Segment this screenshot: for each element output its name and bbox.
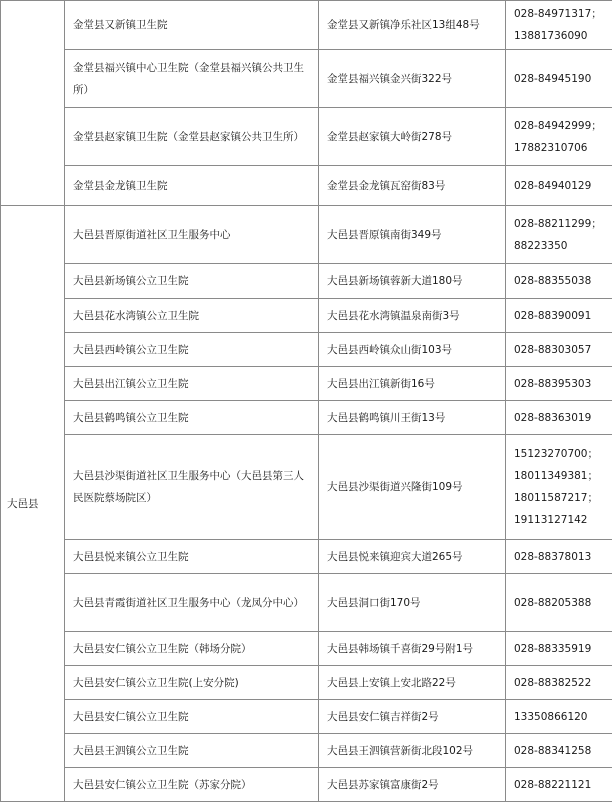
institution-phone: 028-88341258 bbox=[506, 734, 612, 768]
table-row bbox=[1, 700, 612, 734]
institution-address: 金堂县福兴镇金兴街322号 bbox=[319, 50, 506, 108]
institution-address: 大邑县悦来镇迎宾大道265号 bbox=[319, 540, 506, 574]
institution-address: 大邑县花水湾镇温泉南街3号 bbox=[319, 299, 506, 333]
institution-phone: 028-84945190 bbox=[506, 50, 612, 108]
institution-name: 大邑县沙渠街道社区卫生服务中心（大邑县第三人民医院蔡场院区） bbox=[65, 435, 319, 540]
table-row bbox=[1, 166, 612, 206]
institution-name: 金堂县金龙镇卫生院 bbox=[65, 166, 319, 206]
institution-name: 金堂县又新镇卫生院 bbox=[65, 1, 319, 50]
institution-name: 大邑县新场镇公立卫生院 bbox=[65, 264, 319, 299]
institution-address: 金堂县赵家镇大岭街278号 bbox=[319, 108, 506, 166]
institution-name: 大邑县安仁镇公立卫生院（苏家分院） bbox=[65, 768, 319, 802]
institution-name: 大邑县花水湾镇公立卫生院 bbox=[65, 299, 319, 333]
table-row bbox=[1, 666, 612, 700]
table-row bbox=[1, 50, 612, 108]
institution-phone: 028-88390091 bbox=[506, 299, 612, 333]
institution-address: 金堂县又新镇净乐社区13组48号 bbox=[319, 1, 506, 50]
table-row bbox=[1, 299, 612, 333]
institution-name: 大邑县安仁镇公立卫生院（韩场分院） bbox=[65, 632, 319, 666]
table-row bbox=[1, 206, 612, 264]
institution-phone: 028-88382522 bbox=[506, 666, 612, 700]
institution-phone: 028-88221121 bbox=[506, 768, 612, 802]
institution-phone: 15123270700；18011349381；18011587217；19113127142 bbox=[506, 435, 612, 540]
table-row bbox=[1, 108, 612, 166]
institution-address: 大邑县晋原镇南街349号 bbox=[319, 206, 506, 264]
table-row bbox=[1, 574, 612, 632]
table-row bbox=[1, 401, 612, 435]
institution-address: 大邑县上安镇上安北路22号 bbox=[319, 666, 506, 700]
institution-name: 大邑县鹤鸣镇公立卫生院 bbox=[65, 401, 319, 435]
table-row bbox=[1, 768, 612, 802]
institution-phone: 13350866120 bbox=[506, 700, 612, 734]
institution-name: 大邑县西岭镇公立卫生院 bbox=[65, 333, 319, 367]
institution-phone: 028-84940129 bbox=[506, 166, 612, 206]
institution-phone: 028-84942999；17882310706 bbox=[506, 108, 612, 166]
institution-phone: 028-88363019 bbox=[506, 401, 612, 435]
table-row bbox=[1, 435, 612, 540]
institution-address: 金堂县金龙镇瓦窑街83号 bbox=[319, 166, 506, 206]
institution-phone: 028-88395303 bbox=[506, 367, 612, 401]
institution-phone: 028-88335919 bbox=[506, 632, 612, 666]
institution-address: 大邑县韩场镇千喜街29号附1号 bbox=[319, 632, 506, 666]
institution-name: 大邑县悦来镇公立卫生院 bbox=[65, 540, 319, 574]
table-row bbox=[1, 734, 612, 768]
table-row bbox=[1, 540, 612, 574]
institution-address: 大邑县鹤鸣镇川王街13号 bbox=[319, 401, 506, 435]
institution-name: 大邑县晋原街道社区卫生服务中心 bbox=[65, 206, 319, 264]
institution-address: 大邑县西岭镇众山街103号 bbox=[319, 333, 506, 367]
institution-name: 大邑县安仁镇公立卫生院(上安分院) bbox=[65, 666, 319, 700]
institution-phone: 028-88205388 bbox=[506, 574, 612, 632]
table-row bbox=[1, 1, 612, 50]
institution-address: 大邑县王泗镇营新街北段102号 bbox=[319, 734, 506, 768]
county-cell bbox=[1, 1, 65, 206]
institution-address: 大邑县苏家镇富康街2号 bbox=[319, 768, 506, 802]
institution-address: 大邑县安仁镇吉祥街2号 bbox=[319, 700, 506, 734]
institution-phone: 028-88303057 bbox=[506, 333, 612, 367]
institution-name: 金堂县福兴镇中心卫生院（金堂县福兴镇公共卫生所） bbox=[65, 50, 319, 108]
institution-phone: 028-88355038 bbox=[506, 264, 612, 299]
institution-phone: 028-88378013 bbox=[506, 540, 612, 574]
institution-address: 大邑县洞口街170号 bbox=[319, 574, 506, 632]
institution-name: 大邑县出江镇公立卫生院 bbox=[65, 367, 319, 401]
institution-address: 大邑县新场镇蓉新大道180号 bbox=[319, 264, 506, 299]
table-body bbox=[1, 1, 612, 802]
table-row bbox=[1, 632, 612, 666]
institution-name: 大邑县安仁镇公立卫生院 bbox=[65, 700, 319, 734]
institution-phone: 028-84971317；13881736090 bbox=[506, 1, 612, 50]
institution-name: 大邑县青霞街道社区卫生服务中心（龙凤分中心） bbox=[65, 574, 319, 632]
institution-phone: 028-88211299；88223350 bbox=[506, 206, 612, 264]
table-row bbox=[1, 333, 612, 367]
table-row bbox=[1, 264, 612, 299]
table-row bbox=[1, 367, 612, 401]
institution-address: 大邑县出江镇新街16号 bbox=[319, 367, 506, 401]
county-cell: 大邑县 bbox=[1, 206, 65, 802]
institution-name: 金堂县赵家镇卫生院（金堂县赵家镇公共卫生所） bbox=[65, 108, 319, 166]
institution-name: 大邑县王泗镇公立卫生院 bbox=[65, 734, 319, 768]
institution-address: 大邑县沙渠街道兴隆街109号 bbox=[319, 435, 506, 540]
